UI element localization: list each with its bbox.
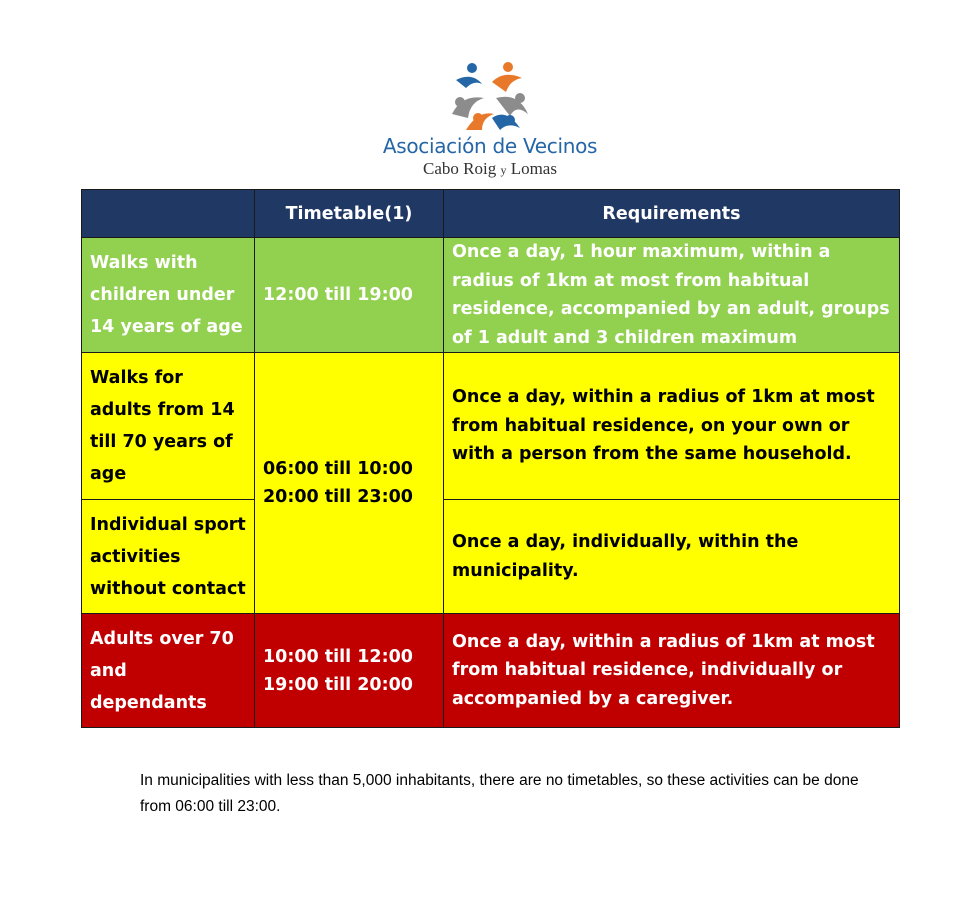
requirements-cell: Once a day, within a radius of 1km at most from habitual residence, on your own or with a person from the same household. (444, 353, 900, 500)
timetable-cell (255, 238, 444, 353)
table-header-row (82, 190, 900, 238)
activity-cell: Walks for adults from 14 till 70 years of age (82, 353, 255, 500)
association-logo (370, 58, 610, 186)
table-row (82, 614, 900, 728)
activity-cell: Walks with children under 14 years of age (82, 238, 255, 353)
activities-timetable (81, 189, 900, 728)
logo-subtitle-part2: Lomas (510, 159, 557, 178)
timetable-cell (255, 353, 444, 614)
requirements-cell: Once a day, 1 hour maximum, within a radius of 1km at most from habitual residence, accompanied by an adult, groups of 1 adult and 3 children maximum (444, 238, 900, 353)
time-range: 06:00 till 10:00 (263, 459, 413, 479)
table-row (82, 353, 900, 500)
header-timetable: Timetable(1) (255, 190, 444, 238)
footnote: In municipalities with less than 5,000 inhabitants, there are no timetables, so these activities can be done from 06:00 till 23:00. (140, 772, 859, 815)
time-range: 10:00 till 12:00 (263, 646, 413, 667)
header-requirements: Requirements (444, 190, 900, 238)
logo-subtitle (370, 159, 610, 179)
time-range: 19:00 till 20:00 (263, 674, 413, 695)
time-range: 12:00 till 19:00 (263, 285, 413, 305)
activity-cell: Adults over 70 and dependants (82, 614, 255, 728)
logo-subtitle-part1: Cabo Roig (423, 159, 497, 178)
logo-title: Asociación de Vecinos (382, 134, 598, 158)
people-circle-icon (448, 58, 532, 132)
activity-cell: Individual sport activities without contact (82, 500, 255, 614)
requirements-cell: Once a day, within a radius of 1km at most from habitual residence, individually or accompanied by a caregiver. (444, 614, 900, 728)
requirements-cell: Once a day, individually, within the municipality. (444, 500, 900, 614)
header-activity (82, 190, 255, 238)
table-row (82, 238, 900, 353)
time-range: 20:00 till 23:00 (263, 487, 413, 507)
timetable-cell (255, 614, 444, 728)
table-row (82, 500, 900, 614)
logo-subtitle-connector: y (500, 163, 507, 177)
